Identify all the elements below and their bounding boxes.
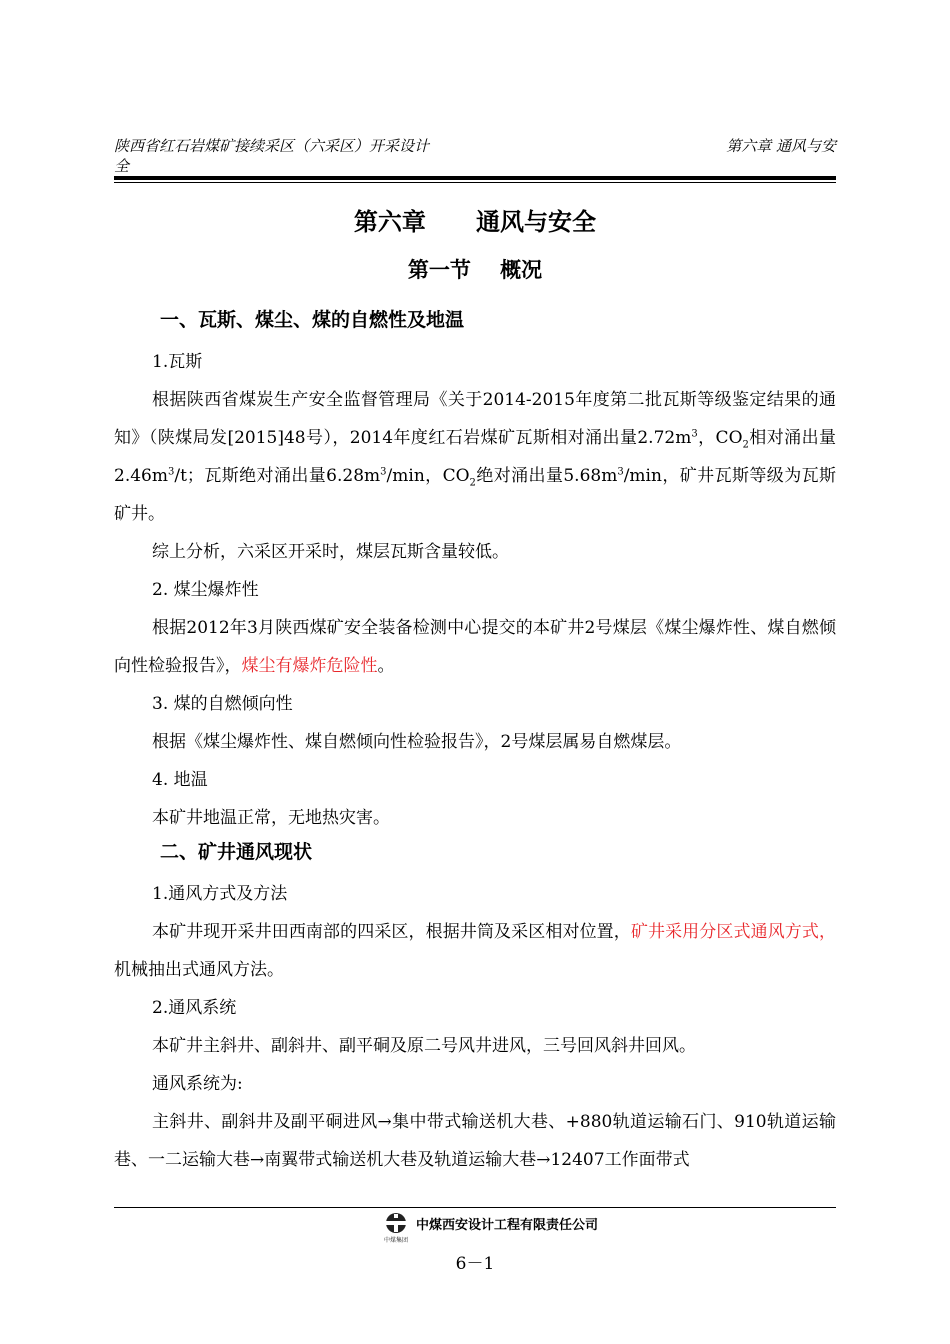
header-right-title: 第六章 通风与安 [726,137,836,155]
text-run: 本矿井现开采井田西南部的四采区，根据井筒及采区相对位置， [152,922,631,942]
heading-ventilation-status: 二、矿井通风现状 [160,841,313,863]
document-body [114,305,836,1179]
paragraph-spontaneous-combustion: 根据《煤尘爆炸性、煤自燃倾向性检验报告》，2号煤层属易自燃煤层。 [152,732,682,752]
label-ground-temperature: 4. 地温 [152,770,208,790]
footer-company-name: 中煤西安设计工程有限责任公司 [416,1218,599,1233]
label-gas: 1.瓦斯 [152,352,203,372]
header-rule-thin [114,182,836,183]
footer-rule [114,1207,836,1208]
superscript: 3 [380,466,387,478]
logo-lettering: 中煤集团 [383,1237,409,1244]
text-run: 机械抽出式通风方法。 [114,960,284,980]
superscript: 3 [617,466,624,478]
paragraph-dust [114,609,836,685]
section-title: 第一节 概况 [407,258,543,282]
label-spontaneous-combustion: 3. 煤的自燃倾向性 [152,694,293,714]
paragraph-ventilation-system-intro: 通风系统为: [152,1074,243,1094]
paragraph-ground-temperature: 本矿井地温正常，无地热灾害。 [152,808,390,828]
subscript: 2 [469,477,476,489]
text-run: 绝对涌出量5.68m [475,466,618,486]
company-logo-icon [379,1212,413,1244]
label-ventilation-method: 1.通风方式及方法 [152,884,288,904]
paragraph-ventilation-route: 主斜井、副斜井及副平硐进风→集中带式输送机大巷、+880轨道运输石门、910轨道运输巷、一二运输大巷→南翼带式输送机大巷及轨道运输大巷→12407工作面带式 [114,1112,836,1170]
text-run: /min，矿井瓦斯等级为瓦斯矿井。 [114,466,837,524]
highlighted-text: 煤尘有爆炸危险性 [241,656,378,676]
heading-gas-dust-fire-temp: 一、瓦斯、煤尘、煤的自燃性及地温 [160,309,465,331]
text-run: /min，CO [386,466,470,486]
text-run: /t；瓦斯绝对涌出量6.28m [174,466,381,486]
chapter-title: 第六章 通风与安全 [353,208,597,236]
text-run: ，CO [697,428,743,448]
header-rule-thick [114,176,836,180]
superscript: 3 [167,466,175,478]
paragraph-ventilation-system: 本矿井主斜井、副斜井、副平硐及原二号风井进风，三号回风斜井回风。 [152,1036,696,1056]
label-ventilation-system: 2.通风系统 [152,998,237,1018]
page-number: 6－1 [455,1254,495,1274]
text-run: 根据陕西省煤炭生产安全监督管理局《关于2014-2015年度第二批瓦斯等级鉴定结果的通知》（陕煤局发[2015]48号），2014年度红石岩煤矿瓦斯相对涌出量2.72m [114,390,836,448]
text-run: 根据2012年3月陕西煤矿安全装备检测中心提交的本矿井2号煤层《煤尘爆炸性、煤自燃倾向性检验报告》， [114,618,836,676]
paragraph-ventilation-method [114,913,836,989]
subscript: 2 [742,439,749,451]
header-left-line2: 全 [114,157,130,175]
label-dust: 2. 煤尘爆炸性 [152,580,259,600]
text-run: 。 [377,656,395,676]
paragraph-gas-summary: 综上分析，六采区开采时，煤层瓦斯含量较低。 [152,542,509,562]
header-left-title [114,136,494,176]
superscript: 3 [691,428,698,440]
paragraph-gas [114,381,836,533]
highlighted-text: 矿井采用分区式通风方式， [630,922,837,942]
header-left-line1: 陕西省红石岩煤矿接续采区（六采区）开采设计 [114,137,430,155]
text-run: 相对涌出量2.46m [114,428,836,486]
